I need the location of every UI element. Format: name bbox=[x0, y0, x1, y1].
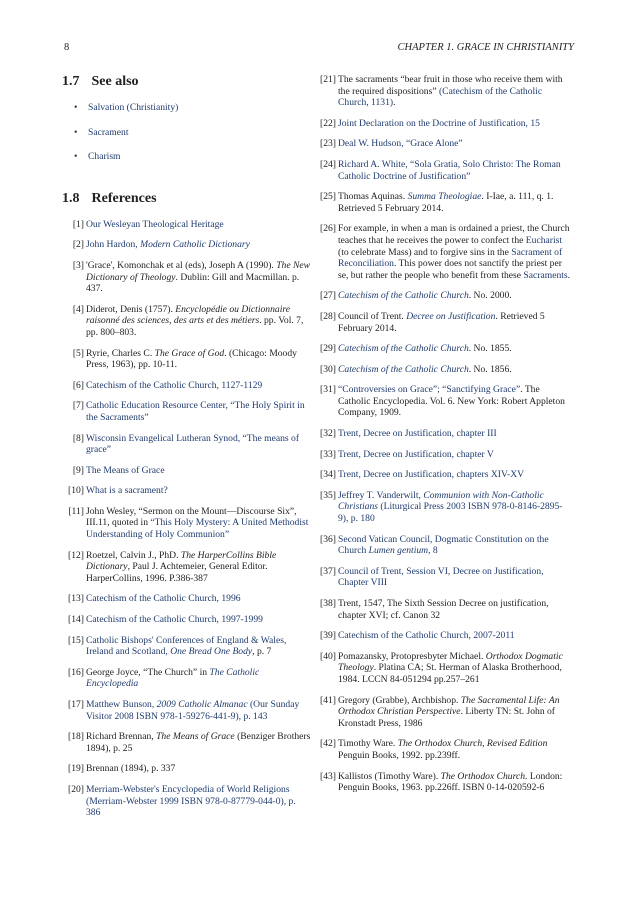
reference-number: [19] bbox=[68, 763, 84, 775]
reference-text bbox=[338, 311, 572, 334]
reference-entry bbox=[314, 118, 572, 130]
reference-number: [9] bbox=[72, 464, 84, 476]
reference-text-part: . Liberty TN: St. John of Kronstadt Press, 1986 bbox=[338, 706, 556, 729]
see-also-list bbox=[62, 102, 312, 163]
reference-entry bbox=[314, 428, 572, 440]
reference-link[interactable]: Wisconsin Evangelical Lutheran Synod, “The means of grace” bbox=[86, 432, 300, 456]
reference-entry bbox=[62, 731, 312, 754]
reference-number: [18] bbox=[68, 731, 84, 743]
reference-number: [32] bbox=[320, 428, 336, 440]
reference-link[interactable]: Trent, Decree on Justification, chapter III bbox=[338, 428, 497, 440]
page-number: 8 bbox=[64, 42, 70, 53]
reference-link[interactable]: Jeffrey T. Vanderwilt, bbox=[338, 489, 424, 501]
reference-entry bbox=[62, 400, 312, 423]
reference-number: [10] bbox=[68, 485, 84, 497]
reference-text-part: . No. 2000. bbox=[468, 290, 512, 302]
reference-text-part: Roetzel, Calvin J., PhD. bbox=[86, 549, 181, 561]
reference-number: [2] bbox=[72, 239, 84, 251]
reference-entry bbox=[314, 490, 572, 525]
reference-entry bbox=[62, 219, 312, 231]
reference-text-part: . pp. Vol. 7, pp. 800–803. bbox=[86, 315, 304, 338]
reference-number: [27] bbox=[320, 290, 336, 302]
reference-text-part: . Platina CA; St. Herman of Alaska Brotherhood, 1984. LCCN 84-051294 pp.257–261 bbox=[338, 662, 562, 685]
reference-entry bbox=[314, 159, 572, 182]
reference-number: [7] bbox=[72, 400, 84, 412]
reference-text bbox=[86, 763, 312, 775]
reference-number: [16] bbox=[68, 666, 84, 678]
reference-text-part: The Grace of God bbox=[154, 347, 225, 359]
reference-text bbox=[86, 699, 312, 722]
reference-link[interactable]: Council of Trent, Session VI, Decree on Justification, Chapter VIII bbox=[338, 565, 544, 589]
reference-text bbox=[86, 400, 312, 423]
reference-entry bbox=[62, 260, 312, 295]
reference-link[interactable]: “Controversies on Grace”; “Sanctifying Grace” bbox=[338, 384, 521, 396]
reference-text-part: . London: Penguin Books, 1963. pp.226ff. ISBN 0-14-020592-6 bbox=[338, 770, 563, 794]
reference-number: [40] bbox=[320, 650, 336, 662]
reference-text bbox=[338, 118, 572, 130]
chapter-title: CHAPTER 1. GRACE IN CHRISTIANITY bbox=[397, 42, 574, 53]
reference-entry bbox=[62, 593, 312, 605]
reference-link[interactable]: 2009 Catholic Almanac bbox=[156, 699, 248, 710]
reference-link[interactable]: Richard A. White, “Sola Gratia, Solo Christo: The Roman Catholic Doctrine of Justification” bbox=[338, 158, 561, 182]
reference-number: [5] bbox=[72, 347, 84, 359]
reference-link[interactable]: John Hardon, bbox=[86, 239, 141, 251]
reference-text-part: . The Catholic Encyclopedia. Vol. 6. New York: Robert Appleton Company, 1909. bbox=[338, 384, 565, 419]
reference-text bbox=[86, 667, 312, 690]
reference-number: [39] bbox=[320, 630, 336, 642]
reference-text-part: Thomas Aquinas. bbox=[338, 191, 408, 203]
reference-text-part: The Orthodox Church, Revised Edition bbox=[397, 738, 548, 750]
bullet-icon: • bbox=[74, 151, 78, 163]
reference-text bbox=[338, 651, 572, 686]
reference-text-part: The Means of Grace bbox=[156, 731, 235, 743]
left-column bbox=[62, 74, 312, 828]
section-number: 1.8 bbox=[62, 190, 80, 206]
reference-link[interactable]: Modern Catholic Dictionary bbox=[140, 239, 250, 251]
reference-text bbox=[338, 469, 572, 481]
reference-number: [23] bbox=[320, 138, 336, 150]
reference-link[interactable]: Second Vatican Council, Dogmatic Constitution on the Church bbox=[338, 533, 549, 557]
reference-list-right bbox=[314, 74, 572, 794]
see-also-heading bbox=[62, 74, 312, 90]
reference-number: [38] bbox=[320, 598, 336, 609]
reference-text-part: . (Chicago: Moody Press, 1963), pp. 10-11. bbox=[86, 347, 297, 371]
reference-number: [29] bbox=[320, 343, 336, 355]
reference-entry bbox=[314, 223, 572, 281]
reference-link[interactable]: Catholic Education Resource Center, “The Holy Spirit in the Sacraments” bbox=[86, 400, 305, 423]
reference-text bbox=[338, 771, 572, 794]
see-also-item[interactable]: • Salvation (Christianity) bbox=[74, 102, 179, 113]
reference-entry bbox=[62, 699, 312, 722]
reference-number: [21] bbox=[320, 74, 336, 85]
reference-entry bbox=[62, 550, 312, 585]
reference-text bbox=[338, 630, 572, 642]
reference-text-part: . bbox=[393, 97, 396, 109]
reference-entry bbox=[62, 667, 312, 690]
reference-number: [6] bbox=[72, 379, 84, 391]
reference-text-part: Council of Trent. bbox=[338, 310, 407, 322]
reference-text bbox=[86, 635, 312, 658]
reference-entry bbox=[314, 738, 572, 761]
reference-text bbox=[338, 159, 572, 182]
reference-entry bbox=[62, 304, 312, 339]
reference-entry bbox=[62, 348, 312, 371]
reference-text-part: The sacraments “bear fruit in those who receive them with the required dispositions” bbox=[338, 74, 563, 97]
reference-text bbox=[86, 614, 312, 626]
reference-number: [31] bbox=[320, 384, 336, 396]
reference-text bbox=[338, 738, 572, 761]
reference-text bbox=[86, 550, 312, 585]
reference-text-part: (to celebrate Mass) and to forgive sins in the bbox=[338, 246, 512, 258]
reference-number: [41] bbox=[320, 694, 336, 706]
reference-entry bbox=[314, 138, 572, 150]
reference-text-part: (Benziger Brothers 1894), p. 25 bbox=[86, 731, 311, 754]
reference-number: [20] bbox=[68, 783, 84, 795]
reference-text-part: George Joyce, “The Church” in bbox=[86, 666, 210, 678]
page-header bbox=[64, 42, 574, 56]
reference-text bbox=[86, 380, 312, 392]
reference-number: [28] bbox=[320, 310, 336, 322]
bullet-icon: • bbox=[74, 102, 78, 113]
reference-link[interactable]: Sacraments bbox=[523, 269, 568, 281]
reference-text-part: Gregory (Grabbe), Archbishop. bbox=[338, 694, 461, 706]
reference-text-part: . Retrieved 5 February 2014. bbox=[338, 310, 545, 334]
reference-number: [25] bbox=[320, 191, 336, 203]
reference-link[interactable]: Catechism of the Catholic Church, 1997-1999 bbox=[86, 614, 263, 626]
reference-link[interactable]: Decree on Justification bbox=[406, 310, 496, 322]
reference-number: [8] bbox=[72, 432, 84, 444]
reference-link[interactable]: Catechism of the Catholic Church bbox=[338, 343, 469, 355]
reference-text-part: Diderot, Denis (1757). bbox=[86, 303, 176, 315]
reference-text bbox=[86, 219, 312, 231]
reference-text bbox=[338, 449, 572, 461]
reference-number: [4] bbox=[72, 303, 84, 315]
right-column bbox=[314, 74, 572, 803]
references-heading bbox=[62, 191, 312, 207]
reference-text-part: 'Grace', Komonchak et al (eds), Joseph A (1990). bbox=[86, 259, 277, 271]
reference-link[interactable]: “This Holy Mystery: A United Methodist Understanding of Holy Communion” bbox=[86, 517, 309, 541]
reference-link[interactable]: What is a sacrament? bbox=[86, 485, 168, 497]
reference-entry bbox=[62, 433, 312, 456]
reference-text bbox=[338, 534, 572, 557]
reference-text-part: The Orthodox Church bbox=[440, 770, 526, 782]
reference-entry bbox=[314, 311, 572, 334]
reference-number: [33] bbox=[320, 448, 336, 460]
reference-number: [24] bbox=[320, 158, 336, 170]
reference-link[interactable]: Lumen gentium bbox=[368, 545, 429, 557]
reference-text-part: Orthodox Dogmatic Theology bbox=[338, 650, 563, 674]
reference-text bbox=[86, 593, 312, 605]
reference-text bbox=[338, 343, 572, 355]
reference-text-part: . Dublin: Gill and Macmillan. p. 437. bbox=[86, 271, 300, 295]
reference-text-part: Trent, 1547, The Sixth Session Decree on justification, chapter XVI; cf. Canon 32 bbox=[338, 598, 549, 621]
reference-link[interactable]: One Bread One Body bbox=[170, 646, 253, 658]
reference-entry bbox=[314, 469, 572, 481]
reference-number: [17] bbox=[68, 699, 84, 710]
section-title: See also bbox=[91, 74, 139, 89]
reference-text-part: For example, in when a man is ordained a priest, the Church teaches that he receives the power to confect the bbox=[338, 223, 570, 246]
reference-text bbox=[86, 433, 312, 456]
reference-entry bbox=[314, 384, 572, 419]
reference-link[interactable]: Trent, Decree on Justification, chapter V bbox=[338, 448, 494, 460]
reference-text bbox=[86, 784, 312, 819]
reference-text bbox=[338, 428, 572, 440]
reference-entry bbox=[62, 239, 312, 251]
reference-link[interactable]: Trent, Decree on Justification, chapters XIV-XV bbox=[338, 469, 525, 481]
reference-entry bbox=[62, 784, 312, 819]
reference-number: [43] bbox=[320, 770, 336, 782]
reference-number: [26] bbox=[320, 223, 336, 235]
reference-text-part: Pomazansky, Protopresbyter Michael. bbox=[338, 650, 486, 662]
reference-link[interactable]: (Our Sunday Visitor 2008 ISBN 978-1-59276-441-9), p. 143 bbox=[86, 699, 300, 722]
reference-number: [35] bbox=[320, 489, 336, 501]
reference-text-part: The HarperCollins Bible Dictionary bbox=[86, 549, 277, 573]
reference-link[interactable]: Catechism of the Catholic Church bbox=[338, 363, 469, 375]
reference-entry bbox=[62, 485, 312, 497]
reference-number: [13] bbox=[68, 593, 84, 605]
reference-entry bbox=[314, 74, 572, 109]
reference-text-part: Ryrie, Charles C. bbox=[86, 347, 155, 359]
reference-link[interactable]: Deal W. Hudson, “Grace Alone” bbox=[338, 138, 463, 150]
reference-text bbox=[338, 74, 572, 109]
reference-text bbox=[86, 239, 312, 251]
reference-number: [15] bbox=[68, 634, 84, 646]
reference-text bbox=[86, 348, 312, 371]
reference-link[interactable]: Summa Theologiae bbox=[407, 191, 482, 203]
reference-entry bbox=[314, 364, 572, 376]
reference-text bbox=[338, 364, 572, 376]
reference-text-part: . No. 1856. bbox=[468, 363, 512, 375]
reference-text-part: Penguin Books, 1992. pp.239ff. bbox=[338, 749, 461, 761]
see-also-item[interactable]: • Charism bbox=[74, 151, 121, 163]
reference-text bbox=[338, 695, 572, 730]
reference-entry bbox=[314, 290, 572, 302]
reference-entry bbox=[314, 651, 572, 686]
reference-text bbox=[338, 290, 572, 302]
reference-number: [37] bbox=[320, 565, 336, 577]
reference-text-part: Brennan (1894), p. 337 bbox=[86, 763, 176, 775]
reference-text bbox=[338, 490, 572, 525]
reference-entry bbox=[62, 635, 312, 658]
reference-entry bbox=[314, 191, 572, 214]
reference-text bbox=[338, 138, 572, 150]
see-also-item[interactable]: • Sacrament bbox=[74, 126, 129, 138]
reference-link[interactable]: Matthew Bunson, bbox=[86, 699, 157, 710]
reference-number: [36] bbox=[320, 533, 336, 545]
reference-link[interactable]: Catechism of the Catholic Church, 2007-2011 bbox=[338, 630, 515, 642]
reference-text bbox=[338, 384, 572, 419]
reference-entry bbox=[62, 465, 312, 477]
reference-text bbox=[338, 191, 572, 214]
reference-entry bbox=[62, 614, 312, 626]
reference-number: [11] bbox=[68, 505, 84, 517]
reference-text-part: . No. 1855. bbox=[468, 343, 512, 355]
reference-link[interactable]: Our Wesleyan Theological Heritage bbox=[86, 218, 224, 230]
reference-entry bbox=[314, 630, 572, 642]
reference-link[interactable]: Merriam-Webster's Encyclopedia of World Religions (Merriam-Webster 1999 ISBN 978-0-87779-044-0), p. 386 bbox=[86, 783, 296, 819]
reference-text-part: Encyclopédie ou Dictionnaire raisonné des sciences, des arts et des métiers bbox=[86, 303, 290, 327]
reference-number: [14] bbox=[68, 614, 84, 626]
reference-link[interactable]: The Means of Grace bbox=[86, 464, 165, 476]
reference-link[interactable]: Sacrament of Reconciliation bbox=[338, 246, 563, 270]
reference-entry bbox=[314, 449, 572, 461]
reference-link[interactable]: (Catechism of the Catholic Church, 1131) bbox=[338, 85, 543, 109]
reference-link[interactable]: Communion with Non-Catholic Christians bbox=[338, 489, 544, 513]
section-title: References bbox=[91, 190, 157, 206]
reference-text bbox=[86, 304, 312, 339]
reference-entry bbox=[314, 598, 572, 621]
reference-number: [22] bbox=[320, 117, 336, 129]
reference-text bbox=[86, 731, 312, 754]
reference-entry bbox=[314, 343, 572, 355]
reference-text-part: . This power does not sanctify the priest per se, but rather the people who benefit from these bbox=[338, 258, 562, 281]
bullet-icon: • bbox=[74, 126, 78, 138]
reference-link[interactable]: Catechism of the Catholic Church, 1996 bbox=[86, 593, 241, 605]
reference-link[interactable]: (Liturgical Press 2003 ISBN 978-0-8146-2895-9), p. 180 bbox=[338, 501, 563, 525]
reference-entry bbox=[314, 695, 572, 730]
reference-text-part: , Paul J. Achtemeier, General Editor. HarperCollins, 1996. P.386-387 bbox=[86, 561, 268, 584]
reference-number: [3] bbox=[72, 259, 84, 271]
reference-link[interactable]: Catechism of the Catholic Church, 1127-1129 bbox=[86, 379, 263, 391]
reference-text-part: Kallistos (Timothy Ware). bbox=[338, 770, 441, 782]
reference-number: [12] bbox=[68, 549, 84, 561]
reference-entry bbox=[314, 771, 572, 794]
reference-number: [42] bbox=[320, 738, 336, 750]
reference-text-part: . bbox=[567, 269, 571, 281]
reference-text bbox=[338, 566, 572, 589]
section-number: 1.7 bbox=[62, 74, 80, 89]
reference-text-part: Timothy Ware. bbox=[338, 738, 398, 750]
reference-number: [1] bbox=[72, 218, 84, 230]
reference-number: [30] bbox=[320, 363, 336, 375]
reference-entry bbox=[62, 763, 312, 775]
reference-text-part: . I-Iae, a. 111, q. 1. Retrieved 5 February 2014. bbox=[338, 191, 554, 214]
reference-link[interactable]: Joint Declaration on the Doctrine of Justification, 15 bbox=[338, 117, 540, 129]
reference-entry bbox=[62, 380, 312, 392]
reference-text-part: The Sacramental Life: An Orthodox Christian Perspective bbox=[338, 694, 560, 718]
reference-text bbox=[86, 485, 312, 497]
reference-text bbox=[86, 506, 312, 541]
reference-text-part: , p. 7 bbox=[252, 646, 272, 658]
reference-entry bbox=[62, 506, 312, 541]
reference-text-part: The New Dictionary of Theology bbox=[86, 259, 311, 283]
reference-text bbox=[86, 465, 312, 477]
reference-entry bbox=[314, 566, 572, 589]
reference-text-part: John Wesley, “Sermon on the Mount—Discourse Six”, III.11, quoted in bbox=[86, 505, 297, 529]
reference-number: [34] bbox=[320, 469, 336, 481]
reference-link[interactable]: Catholic Bishops' Conferences of England & Wales, Ireland and Scotland, bbox=[86, 634, 287, 658]
reference-text bbox=[86, 260, 312, 295]
reference-link[interactable]: , 8 bbox=[428, 545, 438, 557]
reference-link[interactable]: The Catholic Encyclopedia bbox=[86, 666, 260, 690]
reference-text bbox=[338, 598, 572, 621]
reference-link[interactable]: Catechism of the Catholic Church bbox=[338, 290, 469, 302]
reference-text-part: Richard Brennan, bbox=[86, 731, 157, 743]
reference-link[interactable]: Eucharist bbox=[525, 234, 563, 246]
reference-entry bbox=[314, 534, 572, 557]
reference-list-left bbox=[62, 219, 312, 819]
reference-text bbox=[338, 223, 572, 281]
